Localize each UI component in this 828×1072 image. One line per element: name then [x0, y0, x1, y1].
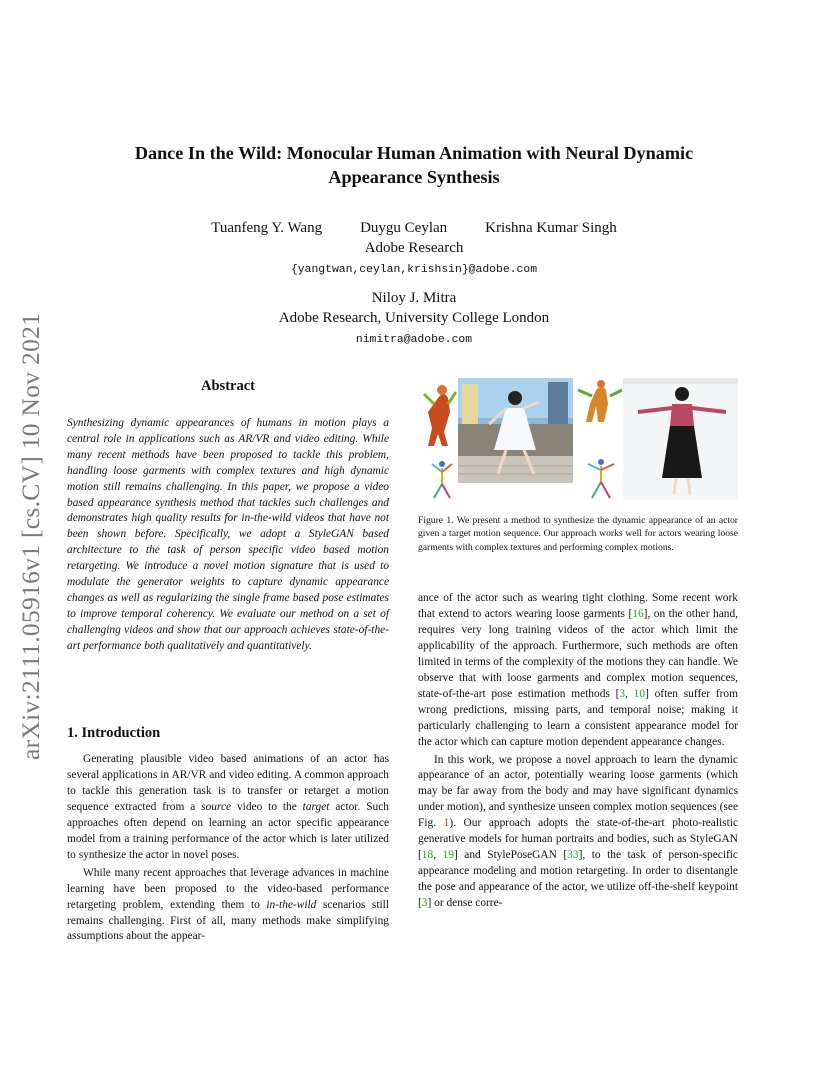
author-email: nimitra@adobe.com	[355, 334, 473, 346]
author-block	[60, 218, 768, 350]
paragraph: In this work, we propose a novel approach to learn the dynamic appearance of an actor, potentially wearing loose garments (which may be far away from the body and may have significant dynamics under motion), and synthesize unseen complex motion sequences (see Fig. 1). Our approach adopts the state-of-the-art photo-realistic generative models for human portraits and bodies, such as StyleGAN [18, 19] and StylePoseGAN [33], to the task of person-specific appearance modeling and motion retargeting. In order to disentangle the pose and appearance of the actor, we utilize off-the-shelf keypoint [3] or dense corre-	[418, 753, 738, 910]
citation-link[interactable]: 10	[633, 687, 646, 700]
introduction-body	[67, 752, 389, 945]
abstract-text: Synthesizing dynamic appearances of humans in motion plays a central role in applications such as AR/VR and video editing. While many recent methods have been proposed to tackle this problem, handling loose garments with complex textures and high dynamic motion still remains challenging. In this paper, we propose a video based appearance synthesis method that tackles such challenges and demonstrates high quality results for in-the-wild videos that have not been shown before. Specifically, we adopt a StyleGAN based architecture to the task of person specific video based motion retargeting. We introduce a novel motion signature that is used to modulate the generator weights to capture dynamic appearance changes as well as regularizing the single frame based pose estimates to improve temporal coherency. We evaluate our method on a set of challenging videos and show that our approach achieves state-of-the-art performance both qualitatively and quantitatively.	[67, 417, 389, 652]
citation-link[interactable]: 33	[567, 849, 579, 862]
actor-photo-outdoor	[458, 378, 573, 483]
skeleton-bottom-right	[588, 459, 614, 498]
author-name: Duygu Ceylan	[360, 220, 448, 236]
author-name: Niloy J. Mitra	[371, 290, 457, 306]
right-column-body	[418, 591, 738, 912]
abstract-heading: Abstract	[201, 378, 255, 394]
citation-link[interactable]: 3	[421, 897, 428, 910]
skeleton-bottom-left	[432, 461, 452, 498]
author-name: Krishna Kumar Singh	[485, 220, 617, 236]
pose-render-top-right	[578, 380, 622, 422]
arxiv-stamp: arXiv:2111.05916v1 [cs.CV] 10 Nov 2021	[16, 312, 45, 760]
figure-1-caption: Figure 1. We present a method to synthesize the dynamic appearance of an actor given a target motion sequence. Our approach works well for actors wearing loose garments with complex textures and performing complex motions.	[418, 515, 738, 553]
affiliation: Adobe Research	[364, 240, 464, 256]
paragraph: While many recent approaches that leverage advances in machine learning have been proposed to the video-based performance retargeting problem, extending them to in-the-wild scenarios still remains challenging. First of all, many methods make simplifying assumptions about the appear-	[67, 866, 390, 943]
affiliation: Adobe Research, University College London	[278, 310, 550, 326]
actor-photo-studio	[623, 378, 738, 500]
paragraph: ance of the actor such as wearing tight clothing. Some recent work that extend to actors wearing loose garments [16], on the other hand, requires very long training videos of the actor which limit the applicability of the approach. Furthermore, such methods are often limited in terms of the complexity of the motions they can handle. We observe that with loose garments and complex motion sequences, state-of-the-art pose estimation methods [3, 10] often suffer from wrong predictions, missing parts, and temporal noise; making it particularly challenging to learn a consistent appearance model for the actor which can capture motion dependent appearance changes.	[418, 592, 738, 748]
figure-1-image	[418, 378, 738, 500]
pose-render-top-left	[424, 385, 456, 446]
citation-link[interactable]: 3	[619, 687, 626, 700]
citation-link[interactable]: 16	[632, 607, 644, 620]
citation-link[interactable]: 19	[442, 849, 454, 862]
author-name: Tuanfeng Y. Wang	[211, 220, 323, 236]
paragraph: Generating plausible video based animations of an actor has several applications in AR/VR and video editing. A common approach to tackle this generation task is to transfer or retarget a motion sequence extracted from a source video to the target actor. Such approaches often depend on learning an actor specific appearance model from a training performance of the actor which is later utilized to synthesize the actor in novel poses.	[67, 753, 389, 861]
section-heading-introduction: 1. Introduction	[67, 725, 161, 741]
figure-reference-link[interactable]: 1	[443, 817, 450, 830]
author-email: {yangtwan,ceylan,krishsin}@adobe.com	[290, 264, 538, 276]
citation-link[interactable]: 18	[421, 849, 434, 862]
paper-title: Dance In the Wild: Monocular Human Animation with Neural Dynamic Appearance Synthesis	[134, 143, 694, 187]
